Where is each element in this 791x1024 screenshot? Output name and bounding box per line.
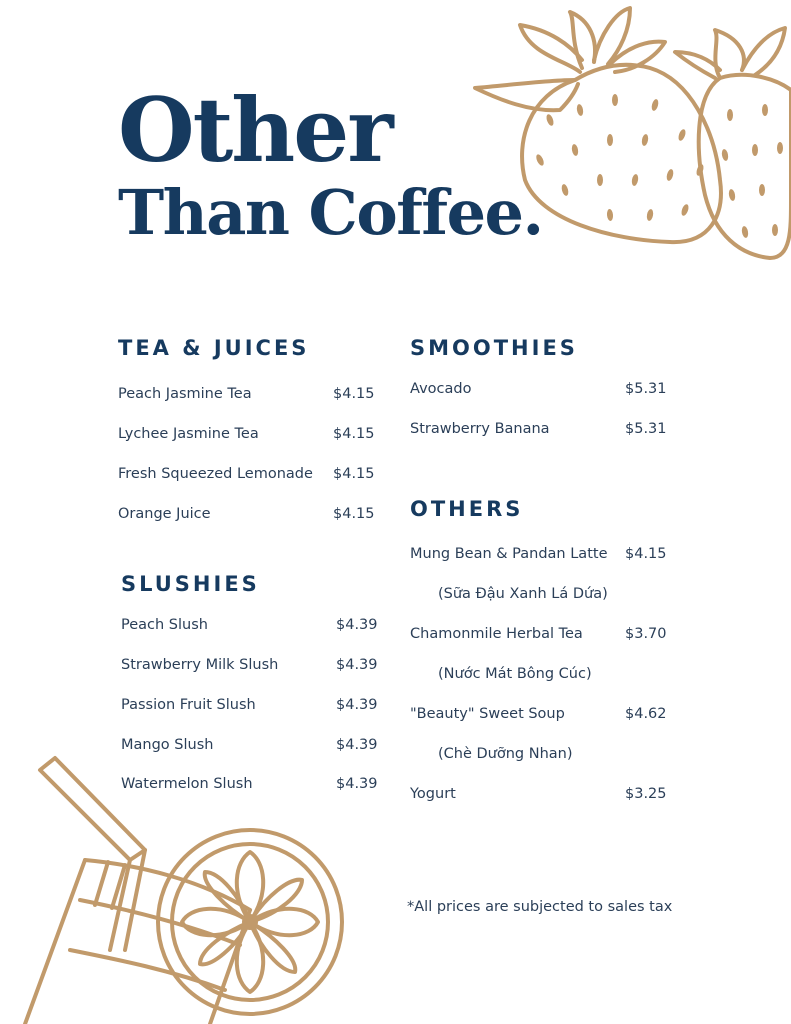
menu-item-name: Peach Jasmine Tea bbox=[118, 386, 252, 402]
menu-item-price: $4.39 bbox=[336, 617, 378, 633]
menu-item-price: $3.70 bbox=[625, 626, 667, 642]
menu-item-price: $4.62 bbox=[625, 706, 667, 722]
menu-item-price: $4.15 bbox=[333, 466, 375, 482]
menu-item-price: $4.39 bbox=[336, 776, 378, 792]
sales-tax-note: *All prices are subjected to sales tax bbox=[407, 899, 673, 915]
menu-item-price: $4.15 bbox=[333, 386, 375, 402]
menu-item-name: Avocado bbox=[410, 381, 472, 397]
menu-item-name: Passion Fruit Slush bbox=[121, 697, 256, 713]
page-title-line1: Other bbox=[118, 78, 392, 182]
menu-item-name: Lychee Jasmine Tea bbox=[118, 426, 259, 442]
menu-item-price: $3.25 bbox=[625, 786, 667, 802]
menu-item-name: Mango Slush bbox=[121, 737, 214, 753]
menu-item-name: Fresh Squeezed Lemonade bbox=[118, 466, 313, 482]
section-heading-others: OTHERS bbox=[410, 497, 524, 521]
menu-item-name: Mung Bean & Pandan Latte bbox=[410, 546, 608, 562]
menu-item-price: $4.39 bbox=[336, 697, 378, 713]
menu-item-price: $4.39 bbox=[336, 737, 378, 753]
page-title-line2: Than Coffee. bbox=[118, 176, 543, 249]
menu-item-name: "Beauty" Sweet Soup bbox=[410, 706, 565, 722]
menu-item-name: Orange Juice bbox=[118, 506, 211, 522]
menu-item-subtitle: (Nước Mát Bông Cúc) bbox=[438, 666, 592, 682]
menu-item-name: Peach Slush bbox=[121, 617, 208, 633]
menu-item-subtitle: (Chè Dưỡng Nhan) bbox=[438, 746, 573, 762]
orange-slice-icon bbox=[150, 822, 350, 1022]
menu-item-name: Chamonmile Herbal Tea bbox=[410, 626, 583, 642]
menu-item-price: $5.31 bbox=[625, 381, 667, 397]
menu-item-price: $4.15 bbox=[333, 426, 375, 442]
menu-item-price: $4.15 bbox=[625, 546, 667, 562]
menu-item-subtitle: (Sữa Đậu Xanh Lá Dứa) bbox=[438, 586, 608, 602]
menu-item-price: $4.15 bbox=[333, 506, 375, 522]
menu-item-price: $5.31 bbox=[625, 421, 667, 437]
menu-item-name: Watermelon Slush bbox=[121, 776, 253, 792]
section-heading-slushies: SLUSHIES bbox=[121, 572, 260, 596]
section-heading-tea: TEA & JUICES bbox=[118, 336, 310, 360]
menu-item-name: Strawberry Banana bbox=[410, 421, 550, 437]
menu-item-name: Yogurt bbox=[410, 786, 456, 802]
menu-item-name: Strawberry Milk Slush bbox=[121, 657, 279, 673]
section-heading-smoothies: SMOOTHIES bbox=[410, 336, 578, 360]
menu-item-price: $4.39 bbox=[336, 657, 378, 673]
